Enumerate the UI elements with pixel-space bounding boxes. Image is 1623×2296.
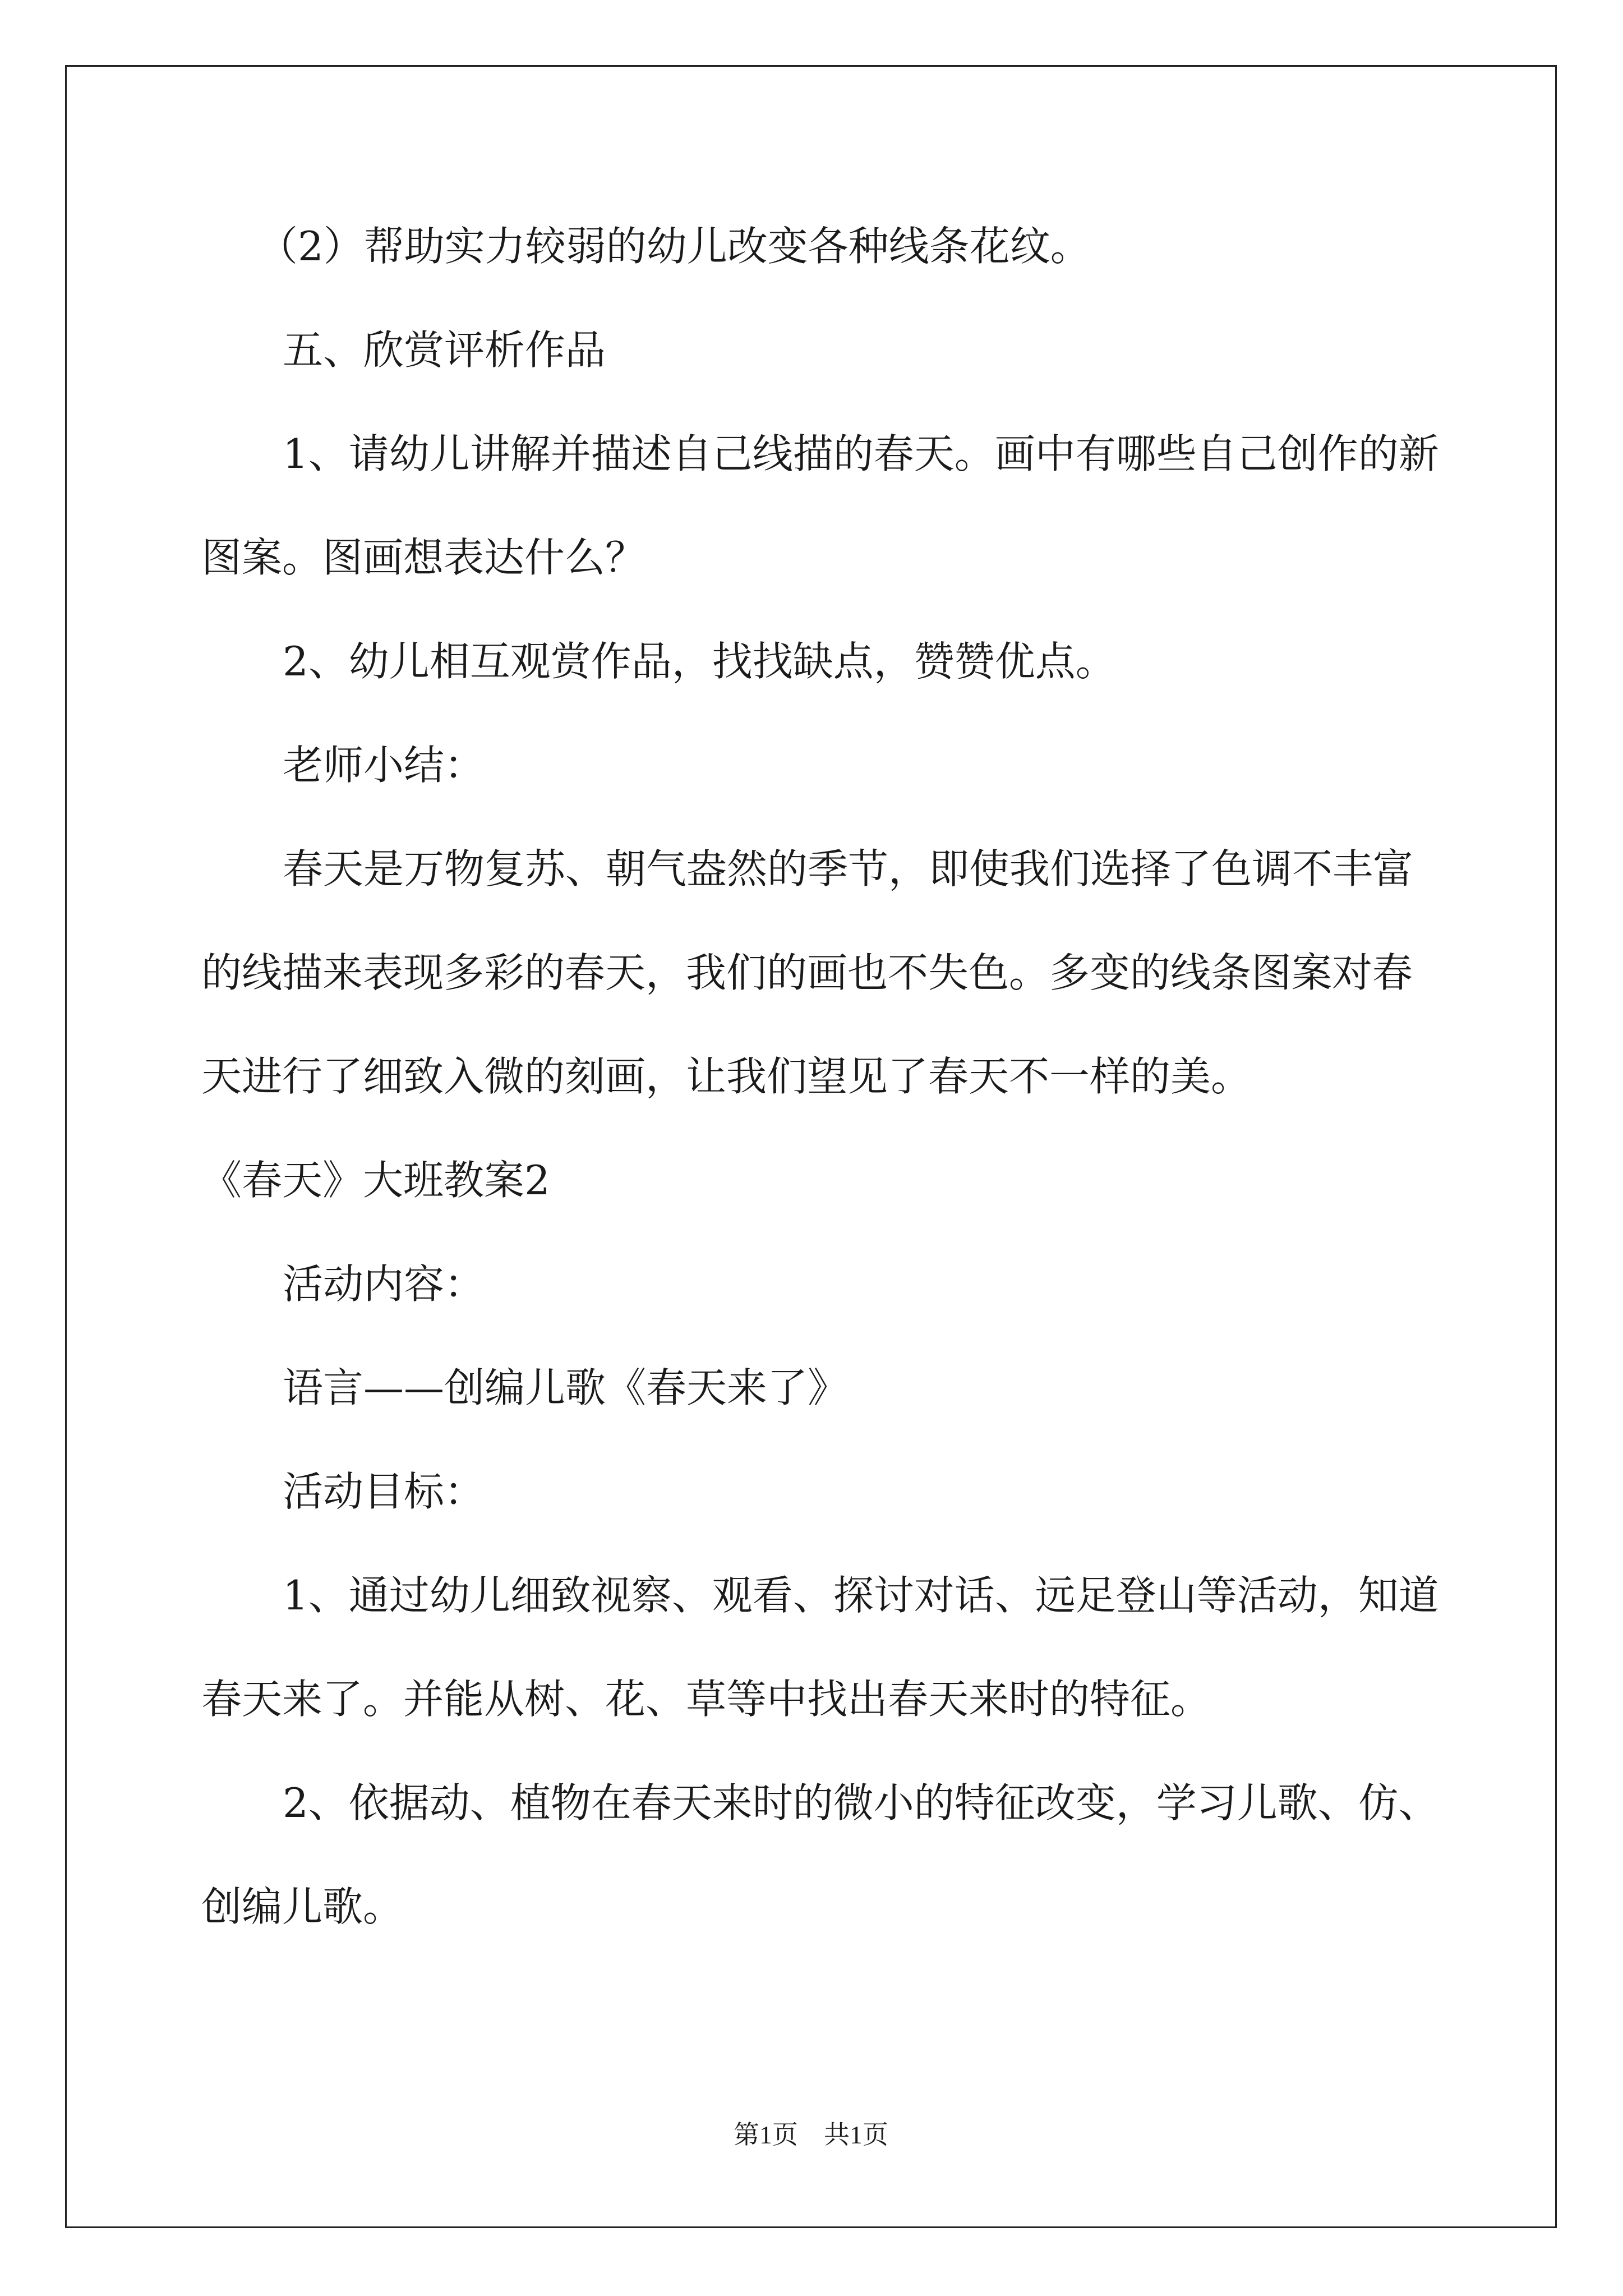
section-heading: 老师小结： <box>283 742 485 789</box>
document-title: 《春天》大班教案2 <box>201 1157 550 1204</box>
body-line: 图案。图画想表达什么？ <box>201 534 646 581</box>
body-line: 的线描来表现多彩的春天，我们的画也不失色。多变的线条图案对春 <box>201 949 1413 996</box>
body-line: 2、幼儿相互观赏作品，找找缺点，赞赞优点。 <box>283 638 1116 685</box>
body-line: 1、通过幼儿细致视察、观看、探讨对话、远足登山等活动，知道 <box>283 1572 1439 1619</box>
body-line: 2、依据动、植物在春天来时的微小的特征改变，学习儿歌、仿、 <box>283 1779 1439 1826</box>
section-heading: 活动内容： <box>283 1260 485 1308</box>
section-heading: 活动目标： <box>283 1468 485 1515</box>
body-line: 春天是万物复苏、朝气盎然的季节，即使我们选择了色调不丰富 <box>283 845 1414 892</box>
page-footer: 第1页 共1页 <box>734 2120 888 2149</box>
body-line: 创编儿歌。 <box>201 1883 404 1930</box>
body-line: 语言——创编儿歌《春天来了》 <box>283 1364 849 1411</box>
body-line: （2）帮助实力较弱的幼儿改变各种线条花纹。 <box>257 223 1091 270</box>
body-line: 春天来了。并能从树、花、草等中找出春天来时的特征。 <box>201 1676 1211 1723</box>
section-heading: 五、欣赏评析作品 <box>283 326 606 374</box>
document-page <box>65 65 1557 2228</box>
body-line: 天进行了细致入微的刻画，让我们望见了春天不一样的美。 <box>201 1053 1252 1100</box>
body-line: 1、请幼儿讲解并描述自己线描的春天。画中有哪些自己创作的新 <box>283 430 1439 477</box>
